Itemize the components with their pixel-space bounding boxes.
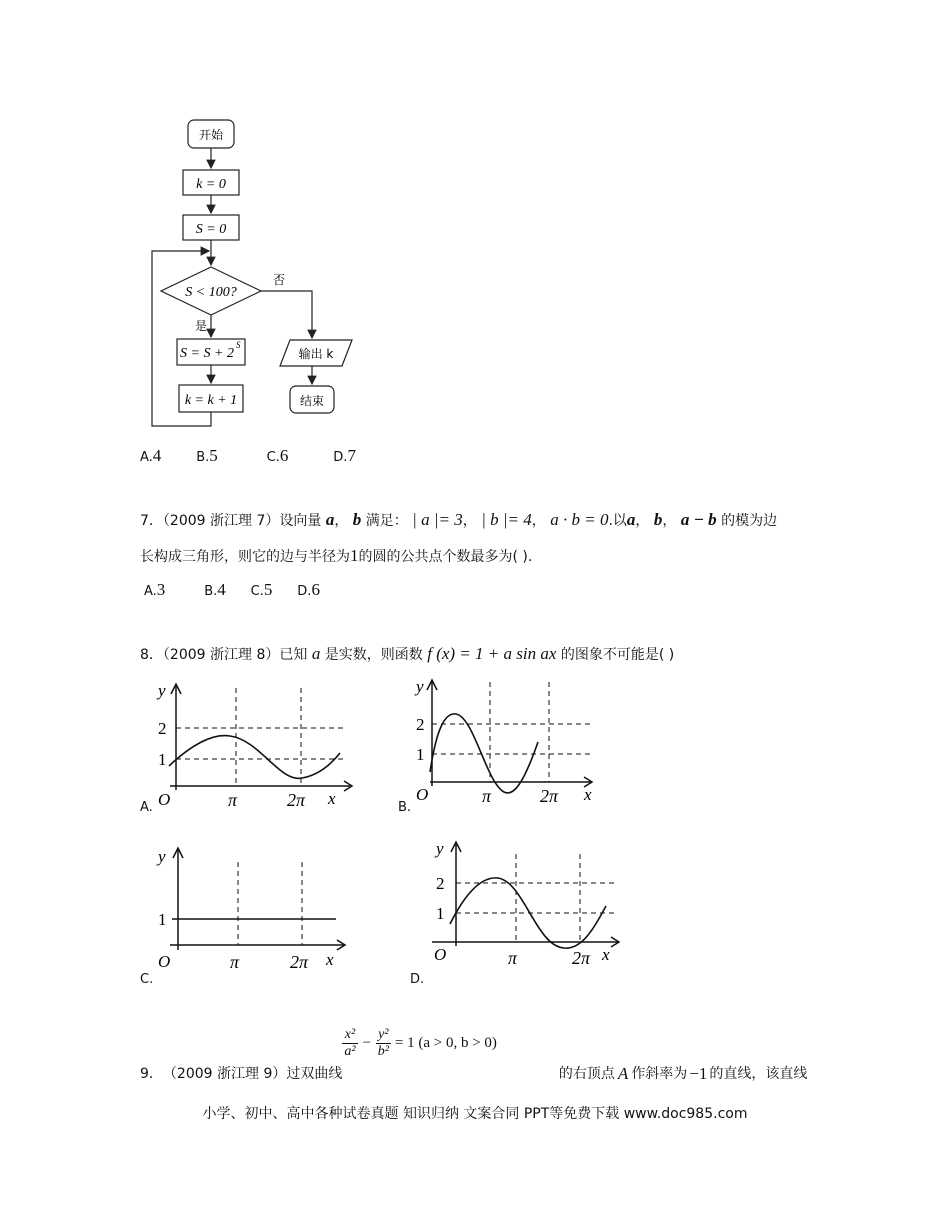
flow-end-label: 结束 <box>299 394 325 408</box>
q7-condition-3: a · b = 0 <box>550 510 609 529</box>
graph-a-tick-1: 1 <box>158 750 167 769</box>
q8-text-3: 的图象不可能是( ) <box>560 647 675 663</box>
graph-d-origin: O <box>434 945 447 964</box>
q8-text-1: 已知 <box>279 647 308 663</box>
graph-d-y-label: y <box>436 839 444 858</box>
q8-var-a: a <box>311 644 321 663</box>
q8-graph-b <box>412 672 612 807</box>
q9-line1 <box>140 1027 807 1087</box>
flow-start-label: 开始 <box>198 128 224 142</box>
q8-line1 <box>140 644 674 664</box>
q9-frac2-den: b² <box>377 1044 389 1059</box>
graph-b-x-label: x <box>584 785 592 804</box>
q9-frac1-den: a² <box>344 1044 356 1059</box>
q6-option-d-value: 7 <box>347 446 356 465</box>
q7-option-d-letter: D. <box>297 584 312 599</box>
q8-option-a-label: A. <box>140 800 153 815</box>
q7-radius: 1 <box>350 546 359 565</box>
q7-option-c-letter: C. <box>250 584 264 599</box>
q8-option-c-label: C. <box>140 972 154 987</box>
graph-b-curve <box>430 714 538 793</box>
q7-option-a-letter: A. <box>144 584 157 599</box>
q7-comma-5: ， <box>662 513 677 529</box>
q8-graph-a <box>150 678 360 813</box>
q7-comma-1: ， <box>334 513 349 529</box>
flow-k-init-label: k = 0 <box>196 177 226 192</box>
graph-c-origin: O <box>158 952 171 971</box>
graph-b-tick-1: 1 <box>416 745 425 764</box>
q8-function: f (x) = 1 + a sin ax <box>427 644 557 663</box>
q6-option-d-letter: D. <box>333 450 348 465</box>
q9-minus: − <box>361 1035 372 1051</box>
graph-b-tick-2: 2 <box>416 715 425 734</box>
q8-graph-d <box>424 836 624 971</box>
q6-option-c-letter: C. <box>266 450 280 465</box>
q6-option-b-letter: B. <box>196 450 210 465</box>
q9-number: 9． <box>140 1066 163 1082</box>
q6-option-b-value: 5 <box>209 446 218 465</box>
q7-condition-2: | b |= 4 <box>481 510 532 529</box>
flow-k-update-label: k = k + 1 <box>184 393 238 408</box>
graph-a-y-label: y <box>158 681 166 700</box>
q7-condition-1: | a |= 3 <box>412 510 463 529</box>
q6-option-c-value: 6 <box>279 446 289 465</box>
q8-graph-c <box>150 840 350 975</box>
q9-text-2: 的右顶点 <box>558 1066 615 1082</box>
graph-d-tick-1: 1 <box>436 904 445 923</box>
flow-s-update-exponent: S <box>236 340 241 350</box>
flow-s-init-label: S = 0 <box>195 222 227 237</box>
graph-a-tick-2pi: 2π <box>287 790 306 810</box>
graph-d-tick-2: 2 <box>436 874 445 893</box>
q7-text-6: 的圆的公共点个数最多为( ). <box>358 549 533 565</box>
q7-text-5: 长构成三角形，则它的边与半径为 <box>140 549 350 565</box>
graph-d-tick-pi: π <box>508 948 518 968</box>
q7-line2 <box>140 546 532 566</box>
q7-vector-diff: a − b <box>680 510 717 529</box>
flow-yes-label: 是 <box>195 319 208 333</box>
graph-d-tick-2pi: 2π <box>572 948 591 968</box>
q9-text-1: 过双曲线 <box>286 1066 343 1082</box>
q7-comma-3: ， <box>531 513 546 529</box>
q8-source: （2009 浙江理 8） <box>162 647 280 663</box>
q8-text-2: 是实数，则函数 <box>324 647 423 663</box>
q9-point-a: A <box>617 1064 629 1083</box>
q6-option-a-letter: A. <box>140 450 153 465</box>
q7-source: （2009 浙江理 7） <box>162 513 280 529</box>
q7-option-a-value: 3 <box>156 580 166 599</box>
graph-a-x-label: x <box>328 789 336 808</box>
q9-hyperbola-equation <box>342 1027 497 1060</box>
q7-comma-4: ， <box>635 513 650 529</box>
q7-vector-a: a <box>325 510 335 529</box>
q7-options <box>144 580 320 600</box>
q7-vector-b: b <box>352 510 362 529</box>
graph-a-tick-pi: π <box>228 790 238 810</box>
q7-text-2: 满足： <box>365 513 408 529</box>
q6-options <box>140 446 356 466</box>
graph-a-curve <box>169 736 340 779</box>
graph-b-origin: O <box>416 785 429 804</box>
graph-b-tick-pi: π <box>482 786 492 806</box>
q8-option-d-label: D. <box>410 972 425 987</box>
q7-option-b-value: 4 <box>217 580 226 599</box>
flow-no-label: 否 <box>273 273 286 287</box>
q7-option-c-value: 5 <box>263 580 273 599</box>
q7-option-d-value: 6 <box>311 580 320 599</box>
graph-c-tick-pi: π <box>230 952 240 972</box>
graph-c-tick-2pi: 2π <box>290 952 309 972</box>
q7-text-3: .以 <box>608 513 627 529</box>
graph-c-y-label: y <box>158 847 166 866</box>
q6-option-a-value: 4 <box>152 446 162 465</box>
q7-vector-b-2: b <box>653 510 663 529</box>
flow-output-label: 输出 k <box>298 347 334 361</box>
q7-number: 7． <box>140 513 163 529</box>
q8-number: 8． <box>140 647 163 663</box>
graph-b-tick-2pi: 2π <box>540 786 559 806</box>
flow-condition-label: S < 100? <box>185 285 237 300</box>
q9-source: （2009 浙江理 9） <box>162 1066 287 1082</box>
graph-b-y-label: y <box>416 677 424 696</box>
graph-c-x-label: x <box>326 950 334 969</box>
page-footer: 小学、初中、高中各种试卷真题 知识归纳 文案合同 PPT等免费下载 www.doc985.com <box>202 1106 748 1122</box>
q9-frac2-num: y² <box>376 1027 391 1044</box>
graph-c-tick-1: 1 <box>158 910 167 929</box>
q9-text-4: 的直线，该直线 <box>709 1066 808 1082</box>
q7-vector-a-2: a <box>626 510 636 529</box>
q9-text-3: 作斜率为 <box>631 1066 688 1082</box>
q9-rhs: = 1 (a > 0, b > 0) <box>394 1035 497 1051</box>
q7-text-1: 设向量 <box>279 513 322 529</box>
graph-d-x-label: x <box>602 945 610 964</box>
graph-a-tick-2: 2 <box>158 719 167 738</box>
program-flowchart <box>140 110 380 440</box>
flow-s-update-label: S = S + 2 <box>180 346 234 361</box>
q7-line1 <box>140 510 777 530</box>
q8-option-b-label: B. <box>398 800 412 815</box>
q7-comma-2: ， <box>462 513 477 529</box>
q9-slope: −1 <box>689 1064 708 1083</box>
q7-option-b-letter: B. <box>204 584 218 599</box>
q9-frac1-num: x² <box>342 1027 357 1044</box>
q7-text-4: 的模为边 <box>721 513 778 529</box>
graph-a-origin: O <box>158 790 171 809</box>
